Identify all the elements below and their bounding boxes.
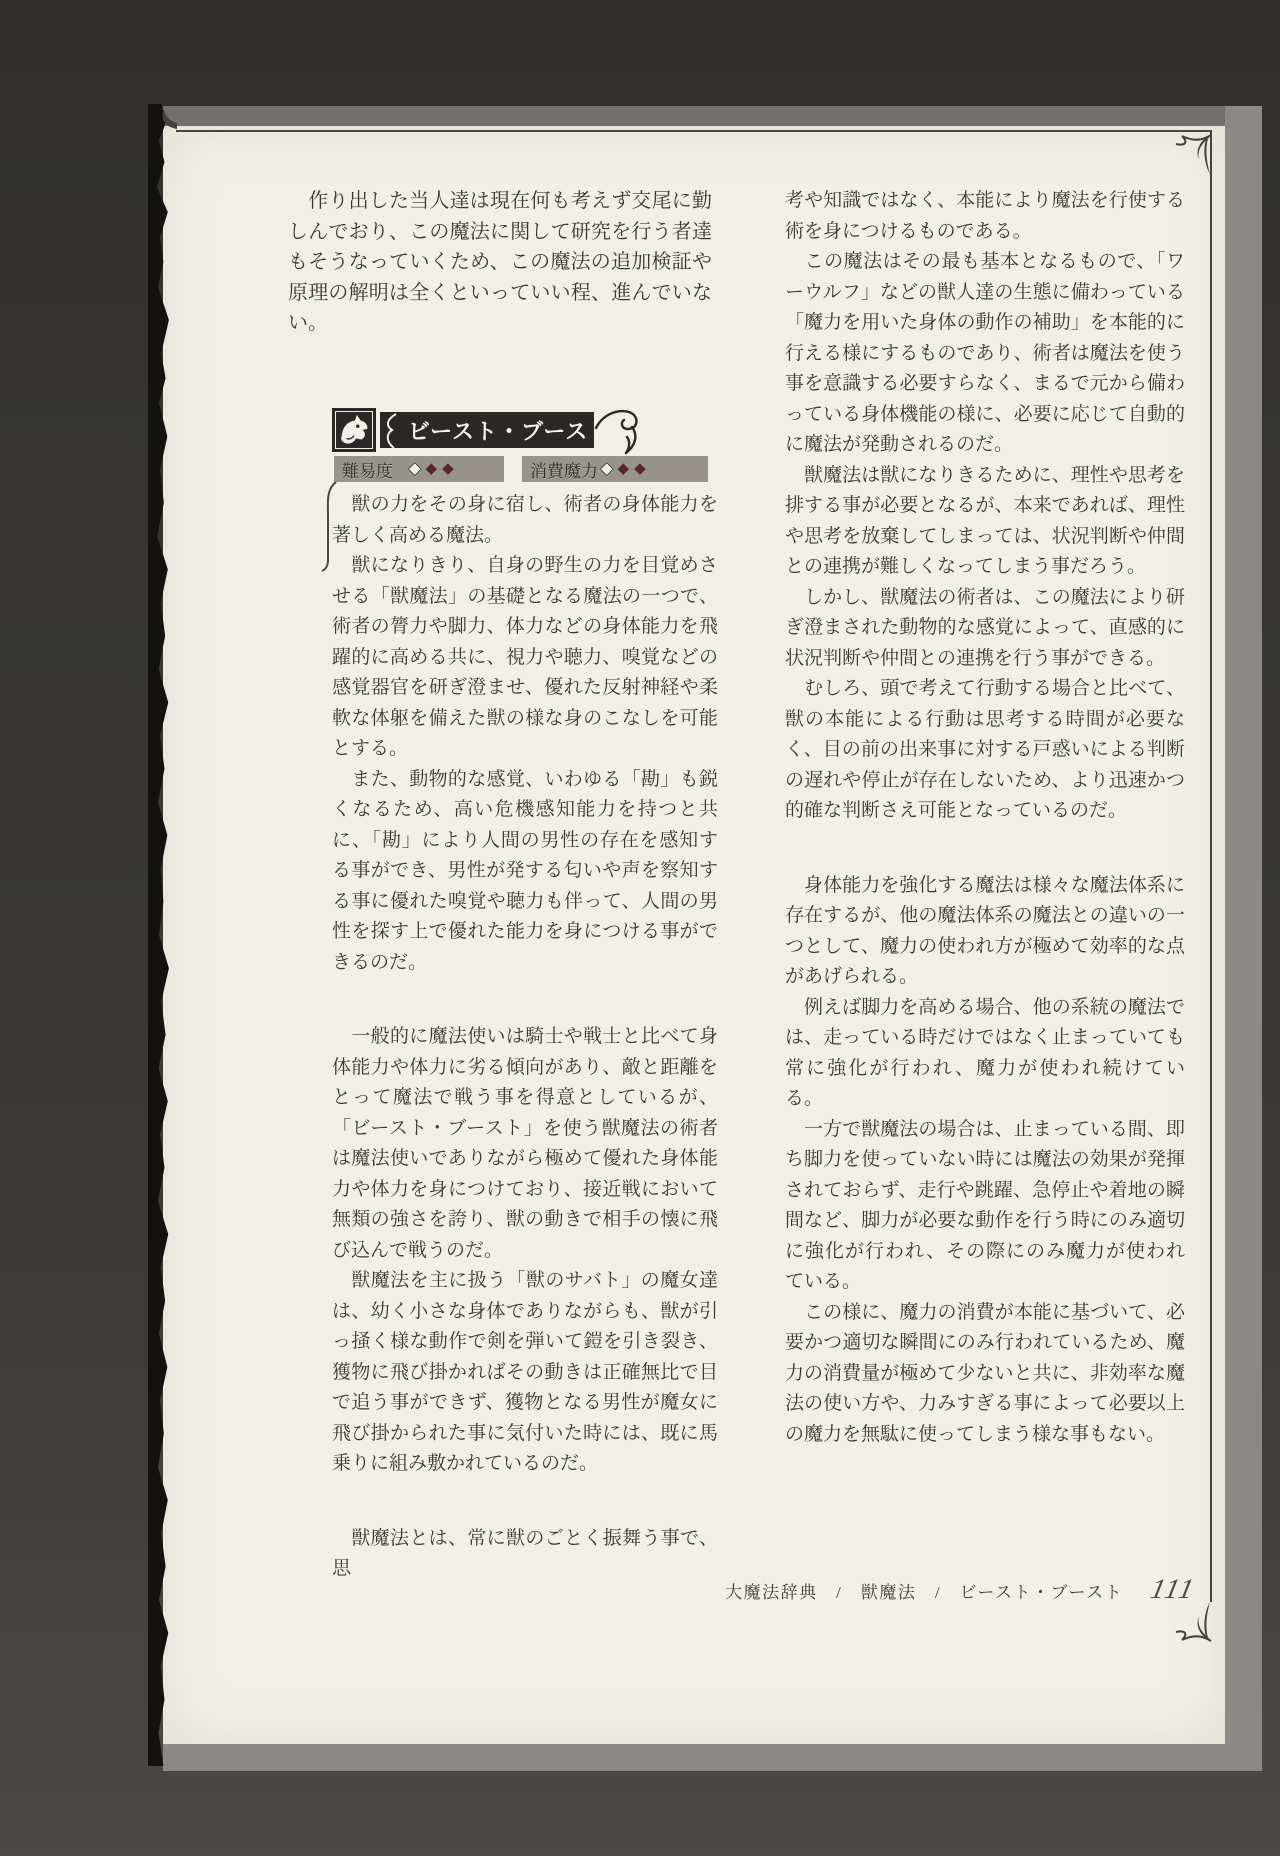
paragraph: 獣魔法を主に扱う「獣のサバト」の魔女達は、幼く小さな身体でありながらも、獣が引っ掻く様な動作で剣を弾いて鎧を引き裂き、獲物に飛び掛かればその動きは正確無比で目で追う事ができず、獲物となる男性が魔女に飛び掛かられた事に気付いた時には、既に馬乗りに組み敷かれているのだ。 (332, 1270, 718, 1474)
diamond-light-icon: ◆ (601, 460, 618, 477)
title-left-curl-icon (382, 412, 400, 452)
paragraph: この様に、魔力の消費が本能に基づいて、必要かつ適切な瞬間にのみ行われているため、魔力の消費量が極めて少ないと共に、非効率な魔法の使い方や、力みすぎる事によって必要以上の魔力を無駄に使ってしまう様な事もない。 (785, 1301, 1185, 1445)
paragraph: 獣の力をその身に宿し、術者の身体能力を著しく高める魔法。 (332, 494, 718, 546)
spell-title-bar (380, 412, 612, 448)
paragraph: しかし、獣魔法の術者は、この魔法により研ぎ澄まされた動物的な感覚によって、直感的に状況判断や仲間との連携を行う事ができる。 (785, 586, 1185, 669)
paragraph: むしろ、頭で考えて行動する場合と比べて、獣の本能による行動は思考する時間が必要なく、目の前の出来事に対する戸惑いによる判断の遅れや停止が存在しないため、より迅速かつ的確な判断さえ可能となっているのだ。 (785, 678, 1185, 821)
paragraph: 一般的に魔法使いは騎士や戦士と比べて身体能力や体力に劣る傾向があり、敵と距離をとって魔法で戦う事を得意としているが、「ビースト・ブースト」を使う獣魔法の術者は魔法使いでありながら極めて優れた身体能力や体力を身につけており、接近戦において無類の強さを誇り、獣の動きで相手の懐に飛び込んで戦うのだ。 (332, 1026, 718, 1261)
title-right-flourish-icon (594, 406, 642, 460)
frame-left-curl-icon (156, 106, 178, 132)
footer-breadcrumb: 大魔法辞典 / 獣魔法 / ビースト・ブースト (725, 1583, 1124, 1602)
spell-title: ビースト・ブースト (408, 418, 612, 444)
beast-head-icon (337, 413, 371, 447)
diamond-dark-icons: ◆◆ (425, 460, 459, 477)
right-column (785, 186, 1185, 1450)
frame-top-rule (176, 130, 1210, 132)
page-stack-edge-right (1225, 106, 1262, 1771)
page-footer (695, 1574, 1199, 1606)
frame-corner-flourish-top-icon (1172, 132, 1212, 184)
page-stack-edge-top (163, 106, 1262, 128)
spell-stat-badges (332, 456, 732, 482)
intro-paragraph-block (288, 186, 712, 339)
diamond-dark-icons: ◆◆ (617, 460, 651, 477)
mana-cost-label: 消費魔力 (530, 461, 598, 481)
paragraph: 一方で獣魔法の場合は、止まっている間、即ち脚力を使っていない時には魔法の効果が発揮されておらず、走行や跳躍、急停止や着地の瞬間など、脚力が必要な動作を行う時にのみ適切に強化が行われ、その際にのみ魔力が使われている。 (785, 1118, 1185, 1292)
mana-cost-badge (522, 456, 708, 482)
paragraph: 作り出した当人達は現在何も考えず交尾に勤しんでおり、この魔法に関して研究を行う者達もそうなっていくため、この魔法の追加検証や原理の解明は全くといっていい程、進んでいない。 (288, 190, 712, 334)
paragraph: 身体能力を強化する魔法は様々な魔法体系に存在するが、他の魔法体系の魔法との違いの一つとして、魔力の使われ方が極めて効率的な点があげられる。 (785, 874, 1185, 987)
paragraph: 獣になりきり、自身の野生の力を目覚めさせる「獣魔法」の基礎となる魔法の一つで、術者の膂力や脚力、体力などの身体能力を飛躍的に高める共に、視力や聴力、嗅覚などの感覚器官を研ぎ澄ませ、優れた反射神経や柔軟な体躯を備えた獣の様な身のこなしを可能とする。 (332, 555, 718, 759)
diamond-light-icon: ◆ (409, 460, 426, 477)
frame-right-rule (1210, 130, 1212, 1602)
paragraph: 考や知識ではなく、本能により魔法を行使する術を身につけるものである。 (785, 190, 1185, 242)
spell-icon-box (332, 408, 376, 452)
paragraph: 例えば脚力を高める場合、他の系統の魔法では、走っている時だけではなく止まっていても常に強化が行われ、魔力が使われ続けている。 (785, 996, 1185, 1109)
difficulty-label: 難易度 (342, 461, 393, 481)
paragraph: この魔法はその最も基本となるもので、「ワーウルフ」などの獣人達の生態に備わっている「魔力を用いた身体の動作の補助」を本能的に行える様にするものであり、術者は魔法を使う事を意識する必要すらなく、まるで元から備わっている身体機能の様に、必要に応じて自動的に魔法が発動されるのだ。 (785, 251, 1185, 455)
difficulty-badge (334, 456, 504, 482)
paragraph: 獣魔法は獣になりきるために、理性や思考を排する事が必要となるが、本来であれば、理性や思考を放棄してしまっては、状況判断や仲間との連携が難しくなってしまう事だろう。 (785, 464, 1185, 577)
paragraph: また、動物的な感覚、いわゆる「勘」も鋭くなるため、高い危機感知能力を持つと共に、「勘」により人間の男性の存在を感知する事ができ、男性が発する匂いや声を察知する事に優れた嗅覚や聴力も伴って、人間の男性を探す上で優れた能力を身につける事ができるのだ。 (332, 768, 718, 973)
left-column (332, 490, 718, 1585)
page-number: 111 (1147, 1574, 1199, 1605)
page-stack-edge-bottom (163, 1742, 1225, 1771)
paragraph: 獣魔法とは、常に獣のごとく振舞う事で、思 (332, 1527, 718, 1579)
